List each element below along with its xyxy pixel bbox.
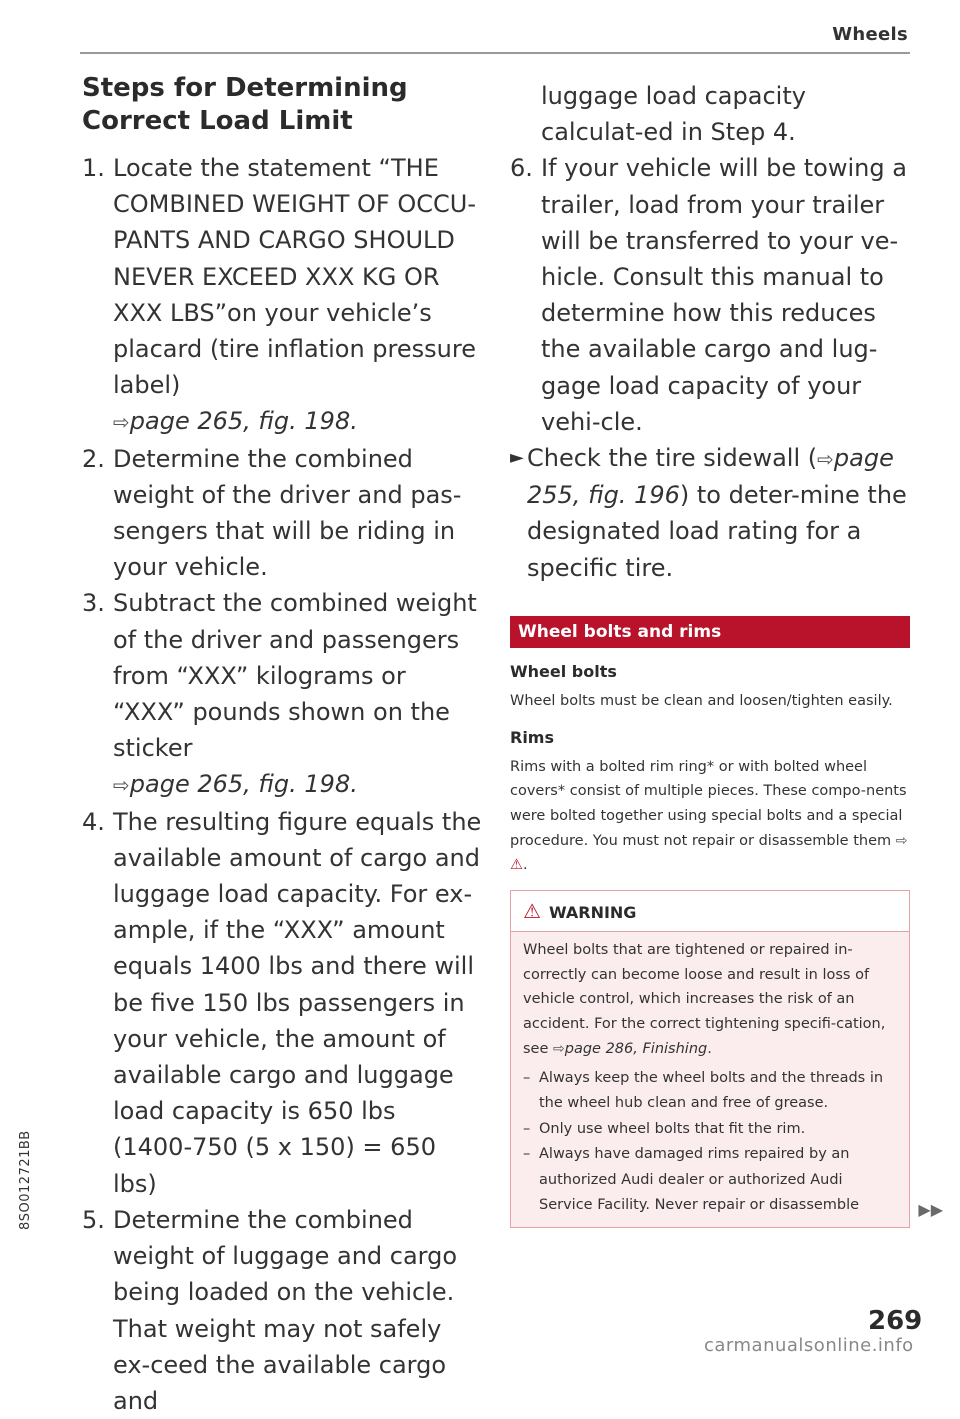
wheel-bolts-text: Wheel bolts must be clean and loosen/tighten easily. — [510, 692, 893, 709]
section-header: Wheels — [832, 24, 908, 45]
page-number: 269 — [868, 1306, 923, 1336]
step-item: 3. Subtract the combined weight of the driver and passengers from “XXX” kilograms or “XXX” pounds shown on the sticker ⇨page 265, fig. 198. — [82, 589, 477, 799]
warning-item: – Always keep the wheel bolts and the threads in the wheel hub clean and free of grease. — [523, 1069, 884, 1112]
step-item: 5. Determine the combined weight of luggage and cargo being loaded on the vehicle. That weight may not safely ex-ceed the available cargo and — [82, 1205, 458, 1415]
page-reference[interactable]: page 265, fig. 198. — [129, 407, 358, 436]
arrow-right-icon: ⇨ — [553, 1040, 565, 1057]
wheel-bolts-heading: Wheel bolts — [510, 661, 617, 681]
warning-list — [523, 1066, 899, 1219]
header-rule — [80, 52, 910, 54]
warning-text: Wheel bolts that are tightened or repaired in-correctly can become loose and result in loss of vehicle control, which increases the risk of an accident. For the correct tightening specifi-cation, see ⇨page 286, Finishing. — [523, 942, 886, 1057]
continued-arrow-icon: ▶▶ — [918, 1199, 943, 1219]
load-limit-steps-cont — [510, 150, 910, 440]
right-column — [510, 78, 943, 1228]
left-column — [82, 72, 482, 1419]
load-limit-steps — [82, 150, 482, 1419]
document-code: 8SO012721BB — [18, 1130, 33, 1230]
warning-triangle-icon: ⚠ — [523, 899, 541, 924]
warning-triangle-icon[interactable]: ⚠ — [510, 857, 523, 874]
arrow-right-icon: ⇨ — [895, 832, 908, 849]
warning-box — [510, 890, 943, 1228]
step-item: 1. Locate the statement “THE COMBINED WEIGHT OF OCCU-PANTS AND CARGO SHOULD NEVER EXCEED XXX KG OR XXX LBS”on your vehicle’s placard (tire inflation pressure label) ⇨page 265, fig. 198. — [82, 154, 476, 436]
warning-header: ⚠ WARNING — [511, 891, 909, 932]
section-title-bar: Wheel bolts and rims — [510, 616, 910, 648]
rims-text: Rims with a bolted rim ring* or with bolted wheel covers* consist of multiple pieces. These compo-nents were bolted together using special bolts and a special procedure. You must not repair or disassemble them ⇨ ⚠. — [510, 758, 908, 874]
warning-item: – Always have damaged rims repaired by an authorized Audi dealer or authorized Audi Service Facility. Never repair or disassemble — [523, 1146, 860, 1214]
arrow-right-icon: ⇨ — [113, 773, 130, 798]
arrow-right-icon: ⇨ — [817, 447, 834, 472]
page-heading: Steps for Determining Correct Load Limit — [82, 73, 408, 136]
page-reference[interactable]: page 286, Finishing — [564, 1040, 708, 1057]
page-reference[interactable]: page 265, fig. 198. — [129, 770, 358, 799]
page-reference[interactable]: page 255, fig. 196 — [527, 444, 894, 510]
step-item: 6. If your vehicle will be towing a trailer, load from your trailer will be transferred to your ve-hicle. Consult this manual to determine how this reduces the available cargo and lug-gage load capacity of your vehi-cle. — [510, 154, 907, 436]
step-item: 2. Determine the combined weight of the driver and pas-sengers that will be riding in your vehicle. — [82, 444, 462, 582]
arrow-right-icon: ⇨ — [113, 410, 130, 435]
instruction-bullet: ► Check the tire sidewall (⇨page 255, fig. 196) to deter-mine the designated load rating for a specific tire. — [510, 440, 910, 586]
play-bullet-icon: ► — [510, 447, 524, 469]
watermark-text: carmanualsonline.info — [704, 1335, 914, 1356]
step-continuation: luggage load capacity calculat-ed in Step 4. — [541, 82, 806, 147]
step-item: 4. The resulting figure equals the available amount of cargo and luggage load capacity. For ex-ample, if the “XXX” amount equals 1400 lbs and there will be five 150 lbs passengers in your vehicle, the amount of available cargo and luggage load capacity is 650 lbs (1400-750 (5 x 150) = 650 lbs) — [82, 807, 482, 1198]
rims-heading: Rims — [510, 727, 554, 747]
warning-item: – Only use wheel bolts that fit the rim. — [523, 1120, 806, 1137]
